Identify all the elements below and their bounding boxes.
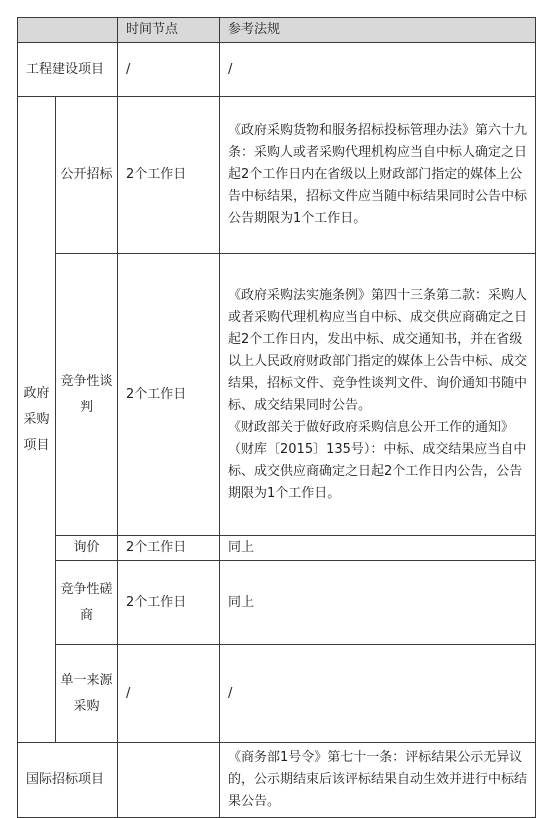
engineering-law: /: [220, 43, 536, 97]
engineering-time: /: [118, 43, 220, 97]
negotiation-law-para-2: 《财政部关于做好政府采购信息公开工作的通知》（财库〔2015〕135号）：中标、成交结果应当自中标、成交供应商确定之日起2个工作日内公告，公告期限为1个工作日。: [228, 419, 527, 501]
row-label-gov: 政府采购项目: [18, 97, 56, 743]
method-consultation: 竞争性磋商: [56, 561, 118, 645]
method-open-tender: 公开招标: [56, 97, 118, 254]
negotiation-time: 2个工作日: [118, 254, 220, 536]
consultation-law: 同上: [220, 561, 536, 645]
table-row: [18, 254, 536, 536]
open-tender-time: 2个工作日: [118, 97, 220, 254]
row-label-engineering: [18, 43, 118, 97]
single-source-time: /: [118, 645, 220, 743]
single-source-law: /: [220, 645, 536, 743]
header-blank-cell: [18, 18, 118, 43]
regulation-table: [17, 17, 536, 818]
table-header-row: [18, 18, 536, 43]
inquiry-law: 同上: [220, 536, 536, 561]
table-row: [18, 561, 536, 645]
method-inquiry: 询价: [56, 536, 118, 561]
inquiry-time: 2个工作日: [118, 536, 220, 561]
open-tender-law: 《政府采购货物和服务招标投标管理办法》第六十九条：采购人或者采购代理机构应当自中标人确定之日起2个工作日内在省级以上财政部门指定的媒体上公告中标结果，招标文件应当随中标结果同时公告中标公告期限为1个工作日。: [220, 97, 536, 254]
method-single-source: 单一来源采购: [56, 645, 118, 743]
negotiation-law-para-1: 《政府采购法实施条例》第四十三条第二款：采购人或者采购代理机构应当自中标、成交供应商确定之日起2个工作日内，发出中标、成交通知书，并在省级以上人民政府财政部门指定的媒体上公告中标、成交结果，招标文件、竞争性谈判文件、询价通知书随中标、成交结果同时公告。: [228, 287, 528, 413]
table-row: [18, 743, 536, 818]
international-time: [118, 743, 220, 818]
table-row: [18, 536, 536, 561]
negotiation-law: [220, 254, 536, 536]
header-reference: 参考法规: [220, 18, 536, 43]
international-law: 《商务部1号令》第七十一条：评标结果公示无异议的，公示期结束后该评标结果自动生效并进行中标结果公告。: [220, 743, 536, 818]
method-negotiation: 竞争性谈判: [56, 254, 118, 536]
row-label-international: 国际招标项目: [18, 743, 118, 818]
table-row: [18, 645, 536, 743]
header-time-node: 时间节点: [118, 18, 220, 43]
table-row: [18, 43, 536, 97]
consultation-time: 2个工作日: [118, 561, 220, 645]
engineering-label: 工程建设项目: [26, 61, 105, 77]
table-row: [18, 97, 536, 254]
